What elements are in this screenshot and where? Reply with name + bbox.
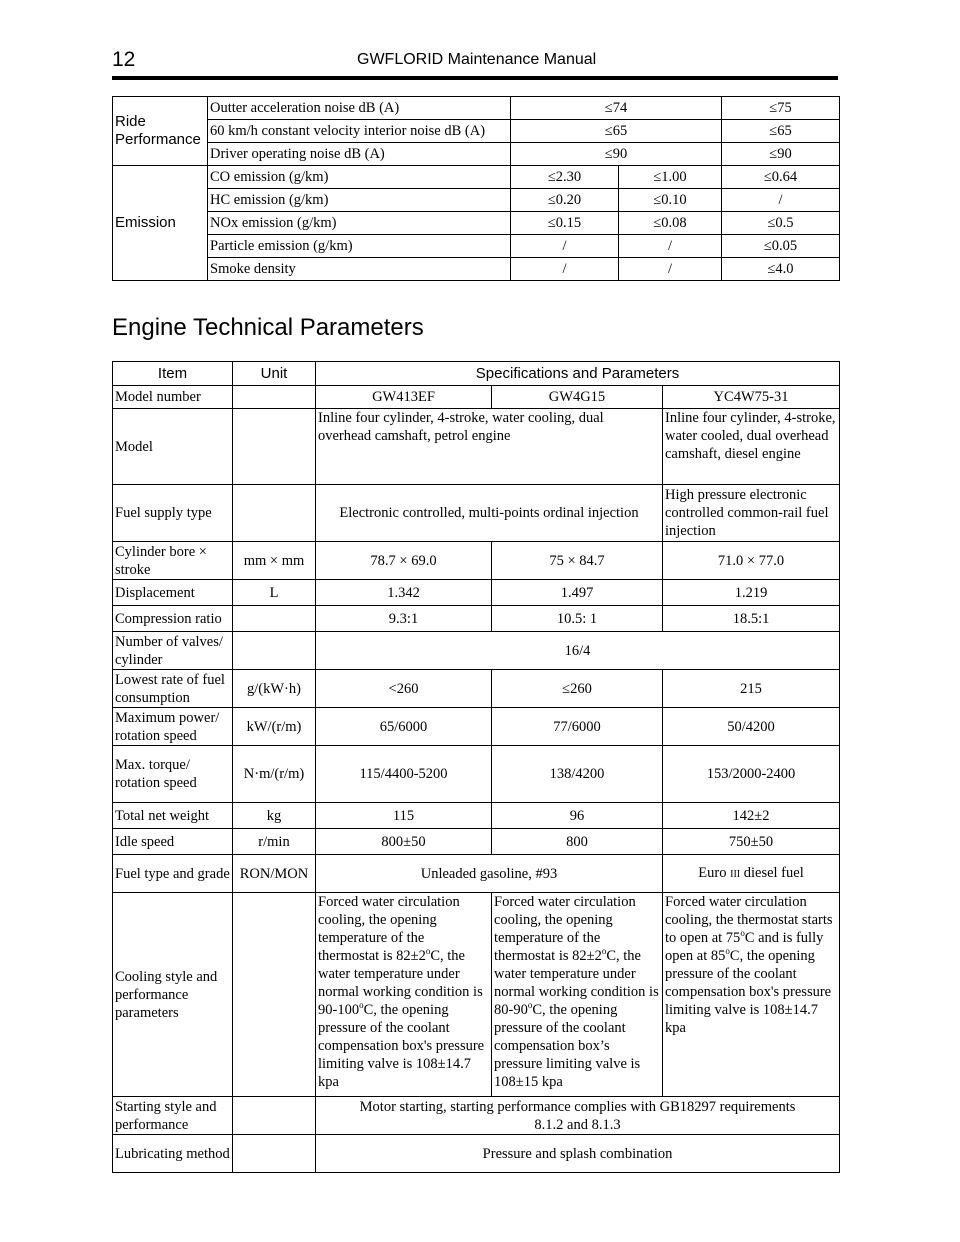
cell: N·m/(r/m) — [233, 746, 316, 803]
table-row — [113, 855, 840, 893]
header-spec: Specifications and Parameters — [316, 362, 840, 386]
cell: 1.342 — [316, 580, 492, 606]
text: C and is fully open at 85 — [665, 930, 824, 964]
table-row — [113, 708, 840, 746]
cell: 215 — [663, 670, 840, 708]
cell: kW/(r/m) — [233, 708, 316, 746]
cell: CO emission (g/km) — [208, 166, 511, 189]
cell: 138/4200 — [492, 746, 663, 803]
cell: ≤2.30 — [511, 166, 619, 189]
cell: 78.7 × 69.0 — [316, 542, 492, 580]
section-title: Engine Technical Parameters — [112, 314, 424, 341]
cell: GW413EF — [316, 386, 492, 409]
text: Forced water circulation cooling, the thermostat starts to open at 75 — [665, 894, 833, 946]
cell: YC4W75-31 — [663, 386, 840, 409]
cell: Idle speed — [113, 829, 233, 855]
cell: Cylinder bore × stroke — [113, 542, 233, 580]
degree-sign: o — [601, 946, 607, 957]
ride-performance-label: Ride Performance — [113, 97, 208, 166]
page-number: 12 — [112, 48, 136, 71]
emission-label: Emission — [113, 166, 208, 281]
manual-title: GWFLORID Maintenance Manual — [357, 51, 597, 68]
cell: Fuel supply type — [113, 485, 233, 542]
cell: Model number — [113, 386, 233, 409]
cell: 142±2 — [663, 803, 840, 829]
cell — [233, 1135, 316, 1173]
cell: ≤65 — [722, 120, 840, 143]
cell: ≤90 — [722, 143, 840, 166]
cell: Lowest rate of fuel consumption — [113, 670, 233, 708]
text: C, the opening pressure of the coolant compensation box’s pressure limiting valve is 108±15 kpa — [494, 1002, 641, 1090]
table-row — [113, 746, 840, 803]
cell: High pressure electronic controlled common-rail fuel injection — [663, 485, 840, 542]
cell: Maximum power/ rotation speed — [113, 708, 233, 746]
cell: 96 — [492, 803, 663, 829]
cell: Lubricating method — [113, 1135, 233, 1173]
cell: 115 — [316, 803, 492, 829]
table-row — [113, 1135, 840, 1173]
cell — [233, 1097, 316, 1135]
degree-sign: o — [359, 1000, 364, 1011]
table-row — [113, 803, 840, 829]
cell: Particle emission (g/km) — [208, 235, 511, 258]
cell: mm × mm — [233, 542, 316, 580]
cell: Inline four cylinder, 4-stroke, water cooling, dual overhead camshaft, petrol engine — [316, 409, 663, 485]
cell: Compression ratio — [113, 606, 233, 632]
cell: 60 km/h constant velocity interior noise dB (A) — [208, 120, 511, 143]
cell: / — [511, 258, 619, 281]
table-header-row — [113, 362, 840, 386]
cell: Smoke density — [208, 258, 511, 281]
text: C, the opening pressure of the coolant compensation box's pressure limiting valve is 108±14.7 kpa — [665, 948, 832, 1036]
cell: Model — [113, 409, 233, 485]
cell: 10.5: 1 — [492, 606, 663, 632]
cell: Driver operating noise dB (A) — [208, 143, 511, 166]
degree-sign: o — [725, 946, 730, 957]
cell — [663, 855, 840, 893]
table-row — [113, 829, 840, 855]
cell: Cooling style and performance parameters — [113, 893, 233, 1097]
cell: / — [511, 235, 619, 258]
cell: Unleaded gasoline, #93 — [316, 855, 663, 893]
cell: <260 — [316, 670, 492, 708]
cell: / — [619, 235, 722, 258]
table-row — [113, 97, 840, 120]
text: Forced water circulation cooling, the opening temperature of the thermostat is 82±2 — [318, 894, 460, 964]
cell — [492, 893, 663, 1097]
cell: ≤260 — [492, 670, 663, 708]
cell: 115/4400-5200 — [316, 746, 492, 803]
cell: 153/2000-2400 — [663, 746, 840, 803]
cell: Fuel type and grade — [113, 855, 233, 893]
cell: ≤0.15 — [511, 212, 619, 235]
text: C, the opening pressure of the coolant compensation box's pressure limiting valve is 108±14.7 kpa — [318, 1002, 485, 1090]
degree-sign: o — [425, 946, 431, 957]
cell: 750±50 — [663, 829, 840, 855]
cell: 18.5:1 — [663, 606, 840, 632]
table-row — [113, 386, 840, 409]
cell — [233, 632, 316, 670]
cell: Total net weight — [113, 803, 233, 829]
table-row — [113, 893, 840, 1097]
cell: Outter acceleration noise dB (A) — [208, 97, 511, 120]
cell: ≤1.00 — [619, 166, 722, 189]
table-row — [113, 120, 840, 143]
header-item: Item — [113, 362, 233, 386]
table-row — [113, 409, 840, 485]
cell: Starting style and performance — [113, 1097, 233, 1135]
cell — [233, 893, 316, 1097]
cell — [663, 893, 840, 1097]
cell: 71.0 × 77.0 — [663, 542, 840, 580]
engine-parameters-table — [112, 361, 840, 1173]
performance-table — [112, 96, 840, 281]
cell: RON/MON — [233, 855, 316, 893]
cell — [233, 485, 316, 542]
cell: Number of valves/ cylinder — [113, 632, 233, 670]
cell: ≤74 — [511, 97, 722, 120]
cell: NOx emission (g/km) — [208, 212, 511, 235]
cell: 65/6000 — [316, 708, 492, 746]
cell: 50/4200 — [663, 708, 840, 746]
table-row — [113, 632, 840, 670]
cell: ≤75 — [722, 97, 840, 120]
cell: Electronic controlled, multi-points ordinal injection — [316, 485, 663, 542]
cell: ≤0.05 — [722, 235, 840, 258]
table-row — [113, 1097, 840, 1135]
cell: kg — [233, 803, 316, 829]
table-row — [113, 258, 840, 281]
cell: ≤0.5 — [722, 212, 840, 235]
cell: 800 — [492, 829, 663, 855]
cell: ≤0.08 — [619, 212, 722, 235]
cell: ≤4.0 — [722, 258, 840, 281]
cell — [233, 386, 316, 409]
degree-sign: o — [740, 928, 745, 939]
cell: Motor starting, starting performance complies with GB18297 requirements 8.1.2 and 8.1.3 — [316, 1097, 840, 1135]
table-row — [113, 166, 840, 189]
text: C, the water temperature under normal working condition is 90-100 — [318, 948, 483, 1018]
cell: / — [722, 189, 840, 212]
table-row — [113, 189, 840, 212]
cell — [233, 409, 316, 485]
cell: 800±50 — [316, 829, 492, 855]
cell: GW4G15 — [492, 386, 663, 409]
cell: 16/4 — [316, 632, 840, 670]
text: diesel fuel — [743, 864, 804, 881]
text: Forced water circulation cooling, the opening temperature of the thermostat is 82±2 — [494, 894, 636, 964]
table-row — [113, 235, 840, 258]
page-header — [112, 46, 838, 80]
cell: ≤0.20 — [511, 189, 619, 212]
table-row — [113, 580, 840, 606]
degree-sign: o — [527, 1000, 533, 1011]
cell: Displacement — [113, 580, 233, 606]
cell: 75 × 84.7 — [492, 542, 663, 580]
table-row — [113, 485, 840, 542]
cell: Max. torque/ rotation speed — [113, 746, 233, 803]
table-row — [113, 143, 840, 166]
cell: ≤65 — [511, 120, 722, 143]
cell: ≤90 — [511, 143, 722, 166]
table-row — [113, 606, 840, 632]
text: Euro — [698, 864, 727, 881]
cell: Pressure and splash combination — [316, 1135, 840, 1173]
cell: ≤0.10 — [619, 189, 722, 212]
cell: HC emission (g/km) — [208, 189, 511, 212]
roman-numeral: III — [730, 868, 741, 880]
cell: g/(kW·h) — [233, 670, 316, 708]
cell: Inline four cylinder, 4-stroke, water cooled, dual overhead camshaft, diesel engine — [663, 409, 840, 485]
cell: 1.219 — [663, 580, 840, 606]
cell: 9.3:1 — [316, 606, 492, 632]
cell: ≤0.64 — [722, 166, 840, 189]
cell: L — [233, 580, 316, 606]
text: C, the water temperature under normal working condition is 80-90 — [494, 948, 659, 1018]
cell: / — [619, 258, 722, 281]
cell: r/min — [233, 829, 316, 855]
cell — [233, 606, 316, 632]
table-row — [113, 670, 840, 708]
table-row — [113, 212, 840, 235]
table-row — [113, 542, 840, 580]
cell: 1.497 — [492, 580, 663, 606]
cell: 77/6000 — [492, 708, 663, 746]
cell — [316, 893, 492, 1097]
header-unit: Unit — [233, 362, 316, 386]
